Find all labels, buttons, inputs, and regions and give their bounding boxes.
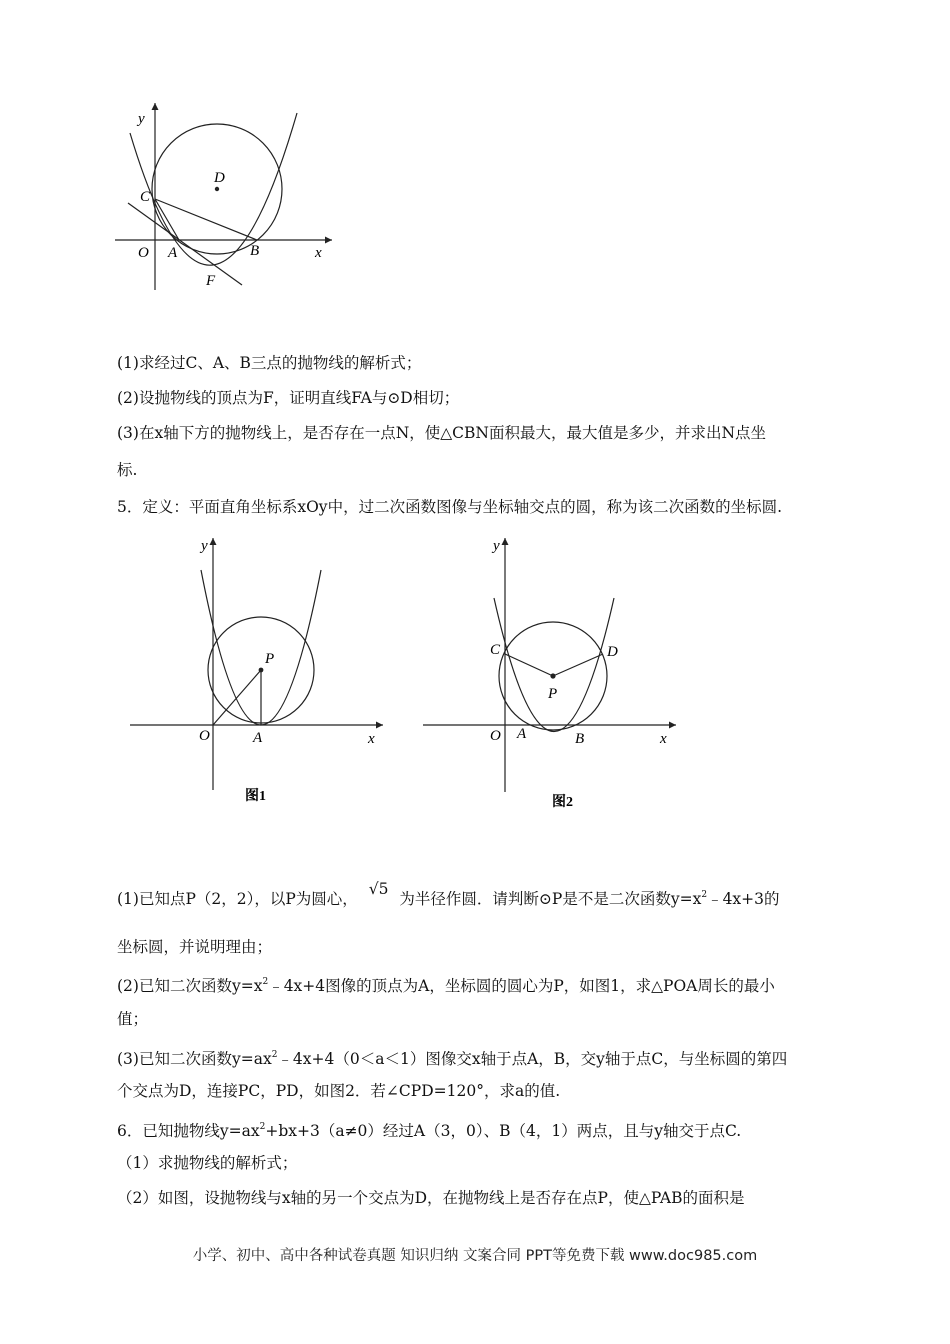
fig2-point-p <box>550 673 555 678</box>
fig2-label-b: B <box>575 731 585 747</box>
fig2-label-y: y <box>493 538 500 554</box>
q5-p2-text-b: ﹣4x+4图像的顶点为A，坐标圆的圆心为P，如图1，求△POA周长的最小 <box>268 977 775 995</box>
sqrt5: √5 <box>368 880 389 898</box>
q4-part2: (2)设抛物线的顶点为F，证明直线FA与⊙D相切； <box>117 389 460 407</box>
fig1-label-o: O <box>199 728 210 744</box>
figure-q4-svg <box>110 95 350 295</box>
q5-part3-line2: 个交点为D，连接PC，PD，如图2．若∠CPD=120°，求a的值. <box>117 1082 561 1100</box>
q6-intro-a: 6．已知抛物线y=ax <box>117 1122 260 1140</box>
q6-intro-b: +bx+3（a≠0）经过A（3，0）、B（4，1）两点，且与y轴交于点C. <box>265 1122 742 1140</box>
line-ca <box>155 199 179 240</box>
q5-p3-text-a: (3)已知二次函数y=ax <box>117 1050 272 1068</box>
fig1-point-p <box>259 668 264 673</box>
figure-1-svg <box>125 530 390 810</box>
q5-part1-line2: 坐标圆，并说明理由； <box>117 938 273 956</box>
q5-part3-line1 <box>117 1045 787 1069</box>
q5-part2-line2: 值； <box>117 1010 149 1028</box>
fig1-label-a: A <box>253 730 263 746</box>
fig2-label-p: P <box>548 686 558 702</box>
figure-2-svg <box>418 530 683 815</box>
q5-p1-sup: 2 <box>701 890 708 900</box>
fig2-label-d: D <box>607 644 618 660</box>
fig2-label-x: x <box>660 731 667 747</box>
fig1-label-p: P <box>265 651 275 667</box>
fig1-label-y: y <box>201 538 208 554</box>
point-d <box>215 187 219 191</box>
fig2-line-pd <box>553 654 603 676</box>
label-o: O <box>138 245 149 261</box>
figure-1 <box>125 530 390 810</box>
label-a: A <box>168 245 178 261</box>
q6-part1: （1）求抛物线的解析式； <box>117 1154 298 1172</box>
q5-intro: 5．定义：平面直角坐标系xOy中，过二次函数图像与坐标轴交点的圆，称为该二次函数的坐标圆. <box>117 498 782 516</box>
fig2-label-a: A <box>517 726 527 742</box>
fig2-label-c: C <box>490 642 501 658</box>
line-fa <box>128 203 242 285</box>
q5-p2-sup: 2 <box>262 977 269 987</box>
q4-part3-line1: (3)在x轴下方的抛物线上，是否存在一点N，使△CBN面积最大，最大值是多少，并求出N点坐 <box>117 424 767 442</box>
page-footer: 小学、初中、高中各种试卷真题 知识归纳 文案合同 PPT等免费下载 www.doc985.com <box>192 1248 758 1264</box>
label-y: y <box>138 111 145 127</box>
label-x: x <box>315 245 322 261</box>
q4-part3-line2: 标. <box>117 461 138 479</box>
fig2-label-o: O <box>490 728 501 744</box>
label-f: F <box>206 273 216 289</box>
q6-intro <box>117 1117 741 1141</box>
label-b: B <box>250 243 260 259</box>
q5-p3-sup: 2 <box>271 1050 278 1060</box>
fig1-label-x: x <box>368 731 375 747</box>
q6-part2: （2）如图，设抛物线与x轴的另一个交点为D，在抛物线上是否存在点P，使△PAB的面积是 <box>117 1189 745 1207</box>
q5-p2-text-a: (2)已知二次函数y=x <box>117 977 263 995</box>
figure-q4 <box>110 95 350 295</box>
q5-p1-text-c: ﹣4x+3的 <box>707 890 780 908</box>
q4-part1: (1)求经过C、A、B三点的抛物线的解析式； <box>117 354 422 372</box>
q5-p3-text-b: ﹣4x+4（0＜a＜1）图像交x轴于点A，B，交y轴于点C，与坐标圆的第四 <box>277 1050 788 1068</box>
label-d: D <box>214 170 225 186</box>
q5-part1-line1 <box>117 880 780 909</box>
figure-2 <box>418 530 683 815</box>
fig1-caption: 图1 <box>245 789 266 804</box>
q5-p1-text-a: (1)已知点P（2，2），以P为圆心， <box>117 890 358 908</box>
q5-part2-line1 <box>117 972 775 996</box>
q6-intro-sup: 2 <box>259 1122 266 1132</box>
fig2-caption: 图2 <box>552 795 573 810</box>
label-c: C <box>140 189 151 205</box>
q5-p1-text-b: 为半径作圆．请判断⊙P是不是二次函数y=x <box>399 890 702 908</box>
